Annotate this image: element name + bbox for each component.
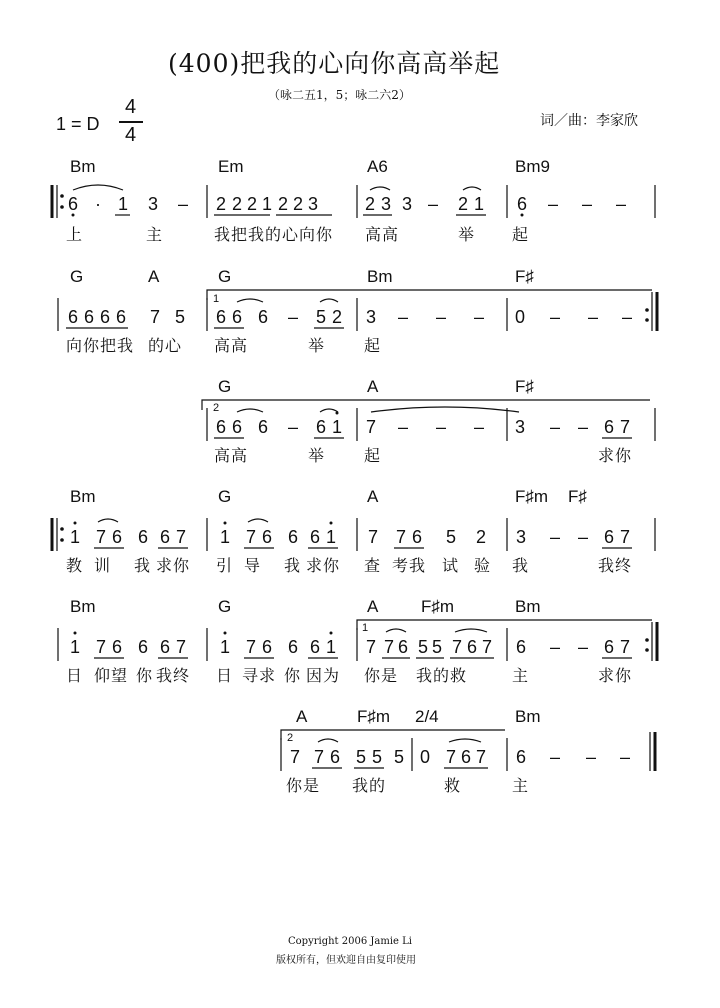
first-ending-bracket <box>207 290 652 300</box>
first-ending-bracket <box>357 620 652 630</box>
chord: Bm <box>367 267 393 286</box>
lyric: 你 <box>284 666 302 685</box>
svg-text:5: 5 <box>372 747 383 767</box>
time-signature-top: 4 <box>125 96 137 118</box>
dash: – <box>178 194 189 214</box>
chord: G <box>70 267 84 286</box>
svg-text:–: – <box>588 307 599 327</box>
svg-text:6: 6 <box>160 637 171 657</box>
lyric: 救 <box>444 776 462 795</box>
svg-text:–: – <box>578 637 589 657</box>
chord: A <box>148 267 160 286</box>
lyric: 我的救 <box>416 666 468 685</box>
lyric: 求你 <box>598 666 633 685</box>
svg-text:7: 7 <box>150 307 161 327</box>
svg-text:6: 6 <box>262 527 273 547</box>
svg-text:7: 7 <box>368 527 379 547</box>
svg-text:5: 5 <box>394 747 405 767</box>
rights-notice: 版权所有，但欢迎自由复印使用 <box>276 955 416 966</box>
lyric: 起 <box>364 336 382 355</box>
svg-text:6: 6 <box>258 307 269 327</box>
svg-text:7: 7 <box>246 527 257 547</box>
chord: Bm <box>515 707 541 726</box>
credit: 词／曲：李家欣 <box>540 113 638 129</box>
svg-text:7: 7 <box>366 637 377 657</box>
svg-text:2: 2 <box>232 194 243 214</box>
svg-text:1: 1 <box>326 527 337 547</box>
svg-text:0: 0 <box>420 747 431 767</box>
svg-text:6: 6 <box>310 637 321 657</box>
lyric: 日 <box>216 666 234 685</box>
notation-line-6 <box>0 726 720 776</box>
notation-line-5 <box>0 616 720 666</box>
svg-text:6: 6 <box>100 307 111 327</box>
repeat-end-barline <box>645 622 657 661</box>
svg-text:3: 3 <box>366 307 377 327</box>
svg-text:6: 6 <box>68 307 79 327</box>
lyric: 我 <box>134 556 152 575</box>
chord: Bm <box>70 157 96 176</box>
svg-text:3: 3 <box>402 194 413 214</box>
svg-text:6: 6 <box>216 307 227 327</box>
lyric: 高高 <box>214 446 249 465</box>
svg-text:6: 6 <box>330 747 341 767</box>
notation-line-3 <box>0 396 720 446</box>
lyric: 日 <box>66 666 84 685</box>
svg-text:1: 1 <box>70 637 81 657</box>
svg-text:–: – <box>398 417 409 437</box>
svg-text:2: 2 <box>458 194 469 214</box>
svg-text:7: 7 <box>620 637 631 657</box>
repeat-start-barline <box>52 518 64 551</box>
svg-text:6: 6 <box>116 307 127 327</box>
svg-text:6: 6 <box>112 527 123 547</box>
svg-text:6: 6 <box>516 747 527 767</box>
lyric: 举 <box>308 446 326 465</box>
svg-text:1: 1 <box>70 527 81 547</box>
svg-text:–: – <box>436 417 447 437</box>
svg-text:5: 5 <box>316 307 327 327</box>
lyric: 举 <box>308 336 326 355</box>
chord: Bm9 <box>515 157 550 176</box>
svg-text:6: 6 <box>138 527 149 547</box>
chord: Em <box>218 157 244 176</box>
time-signature-line <box>119 121 143 123</box>
chord: G <box>218 267 232 286</box>
svg-text:7: 7 <box>176 527 187 547</box>
lyric: 验 <box>474 556 492 575</box>
notation-line-4 <box>0 506 720 556</box>
lyric: 我的 <box>352 776 387 795</box>
lyric: 求你 <box>306 556 341 575</box>
svg-text:6: 6 <box>232 417 243 437</box>
svg-text:6: 6 <box>160 527 171 547</box>
lyric: 我终 <box>598 556 633 575</box>
svg-text:–: – <box>474 417 485 437</box>
svg-text:–: – <box>436 307 447 327</box>
svg-text:3: 3 <box>515 417 526 437</box>
note: 1 <box>118 194 129 214</box>
svg-text:6: 6 <box>467 637 478 657</box>
lyric: 我终 <box>156 666 191 685</box>
chord: F♯m <box>515 487 549 506</box>
lyric: 上 <box>66 225 84 244</box>
svg-text:7: 7 <box>620 417 631 437</box>
svg-text:–: – <box>550 747 561 767</box>
lyric: 主 <box>146 225 164 244</box>
lyric: 你是 <box>286 776 321 795</box>
svg-text:7: 7 <box>96 637 107 657</box>
chord: G <box>218 487 232 506</box>
chord: F♯m <box>421 597 455 616</box>
svg-text:–: – <box>616 194 627 214</box>
svg-text:6: 6 <box>84 307 95 327</box>
lyric: 训 <box>94 556 112 575</box>
svg-text:–: – <box>288 307 299 327</box>
lyric: 教 <box>66 556 84 575</box>
svg-text:6: 6 <box>258 417 269 437</box>
chord: A <box>367 487 379 506</box>
svg-text:2: 2 <box>476 527 487 547</box>
second-ending-bracket <box>202 400 650 410</box>
lyric: 举 <box>458 225 476 244</box>
svg-text:2: 2 <box>278 194 289 214</box>
svg-text:3: 3 <box>308 194 319 214</box>
copyright: Copyright 2006 Jamie Li <box>288 936 412 947</box>
chord: F♯m <box>357 707 391 726</box>
svg-text:7: 7 <box>384 637 395 657</box>
svg-text:–: – <box>548 194 559 214</box>
svg-text:7: 7 <box>246 637 257 657</box>
svg-text:6: 6 <box>232 307 243 327</box>
lyric: 引 <box>216 556 234 575</box>
svg-text:6: 6 <box>398 637 409 657</box>
svg-text:1: 1 <box>474 194 485 214</box>
chord: G <box>218 377 232 396</box>
svg-text:0: 0 <box>515 307 526 327</box>
svg-text:–: – <box>586 747 597 767</box>
lyric: 高高 <box>214 336 249 355</box>
lyric: 的心 <box>148 336 183 355</box>
svg-text:7: 7 <box>396 527 407 547</box>
svg-text:6: 6 <box>461 747 472 767</box>
svg-text:5: 5 <box>356 747 367 767</box>
svg-text:2: 2 <box>365 194 376 214</box>
svg-text:6: 6 <box>112 637 123 657</box>
ending-number: 1 <box>362 622 369 634</box>
svg-text:7: 7 <box>446 747 457 767</box>
svg-text:1: 1 <box>326 637 337 657</box>
ending-number: 1 <box>213 293 220 305</box>
song-title: (400)把我的心向你高高举起 <box>168 49 501 78</box>
lyric: 因为 <box>306 666 341 685</box>
final-barline <box>650 732 655 771</box>
svg-text:–: – <box>578 417 589 437</box>
svg-text:7: 7 <box>96 527 107 547</box>
svg-text:7: 7 <box>476 747 487 767</box>
lyric: 我 <box>284 556 302 575</box>
lyric: 仰望 <box>94 666 129 685</box>
svg-text:7: 7 <box>176 637 187 657</box>
svg-text:3: 3 <box>516 527 527 547</box>
lyric: 求你 <box>598 446 633 465</box>
svg-text:6: 6 <box>604 417 615 437</box>
dot: · <box>95 194 101 214</box>
chord: Bm <box>70 487 96 506</box>
svg-text:5: 5 <box>432 637 443 657</box>
svg-text:6: 6 <box>288 637 299 657</box>
svg-text:5: 5 <box>175 307 186 327</box>
svg-text:6: 6 <box>138 637 149 657</box>
chord: F♯ <box>515 377 534 396</box>
svg-text:–: – <box>582 194 593 214</box>
svg-text:7: 7 <box>314 747 325 767</box>
svg-text:–: – <box>620 747 631 767</box>
svg-text:3: 3 <box>381 194 392 214</box>
lyric: 我把我的心向你 <box>214 225 334 244</box>
lyric: 起 <box>512 225 530 244</box>
svg-text:5: 5 <box>446 527 457 547</box>
svg-text:1: 1 <box>262 194 273 214</box>
svg-text:6: 6 <box>604 527 615 547</box>
lyric: 考我 <box>392 556 427 575</box>
svg-text:7: 7 <box>366 417 377 437</box>
lyric: 求你 <box>156 556 191 575</box>
svg-text:–: – <box>474 307 485 327</box>
svg-text:–: – <box>550 527 561 547</box>
svg-text:7: 7 <box>452 637 463 657</box>
lyric: 主 <box>512 776 530 795</box>
chord: Bm <box>70 597 96 616</box>
svg-text:6: 6 <box>516 637 527 657</box>
svg-text:6: 6 <box>316 417 327 437</box>
svg-text:–: – <box>550 637 561 657</box>
note: 6 <box>68 194 79 214</box>
svg-text:6: 6 <box>288 527 299 547</box>
svg-text:–: – <box>550 417 561 437</box>
chord: F♯ <box>568 487 587 506</box>
repeat-end-barline <box>645 292 657 331</box>
key-signature: 1 = D <box>56 114 100 134</box>
svg-text:7: 7 <box>290 747 301 767</box>
svg-text:6: 6 <box>517 194 528 214</box>
svg-text:2: 2 <box>332 307 343 327</box>
svg-text:1: 1 <box>220 527 231 547</box>
notation-line-1 <box>0 180 720 225</box>
lyric: 试 <box>442 556 460 575</box>
chord: A <box>367 377 379 396</box>
notation-line-2 <box>0 286 720 336</box>
svg-text:2: 2 <box>216 194 227 214</box>
lyric: 向你把我 <box>66 336 135 355</box>
svg-text:–: – <box>398 307 409 327</box>
svg-text:–: – <box>428 194 439 214</box>
time-signature-bottom: 4 <box>125 124 137 146</box>
svg-text:1: 1 <box>332 417 343 437</box>
chord: A6 <box>367 157 388 176</box>
lyric: 查 <box>364 556 382 575</box>
lyric: 我 <box>512 556 530 575</box>
time-change: 2/4 <box>415 707 439 726</box>
lyric: 导 <box>244 556 262 575</box>
ending-number: 2 <box>287 732 294 744</box>
chord: A <box>296 707 308 726</box>
chord: G <box>218 597 232 616</box>
svg-text:6: 6 <box>216 417 227 437</box>
chord: Bm <box>515 597 541 616</box>
svg-text:1: 1 <box>220 637 231 657</box>
svg-text:6: 6 <box>262 637 273 657</box>
svg-text:7: 7 <box>482 637 493 657</box>
lyric: 寻求 <box>242 666 277 685</box>
svg-text:5: 5 <box>418 637 429 657</box>
second-ending-bracket <box>281 730 505 740</box>
svg-text:2: 2 <box>293 194 304 214</box>
svg-text:–: – <box>550 307 561 327</box>
lyric: 起 <box>364 446 382 465</box>
lyric: 你 <box>136 666 154 685</box>
svg-text:6: 6 <box>310 527 321 547</box>
chord: A <box>367 597 379 616</box>
lyric: 主 <box>512 666 530 685</box>
svg-text:–: – <box>622 307 633 327</box>
repeat-start-barline <box>52 185 64 218</box>
ending-number: 2 <box>213 402 220 414</box>
svg-text:6: 6 <box>604 637 615 657</box>
lyric: 你是 <box>364 666 399 685</box>
lyric: 高高 <box>365 225 400 244</box>
svg-text:6: 6 <box>412 527 423 547</box>
svg-text:–: – <box>578 527 589 547</box>
chord: F♯ <box>515 267 534 286</box>
svg-text:2: 2 <box>247 194 258 214</box>
svg-text:7: 7 <box>620 527 631 547</box>
scripture-reference: （咏二五1，5；咏二六2） <box>268 88 411 102</box>
svg-text:–: – <box>288 417 299 437</box>
note: 3 <box>148 194 159 214</box>
